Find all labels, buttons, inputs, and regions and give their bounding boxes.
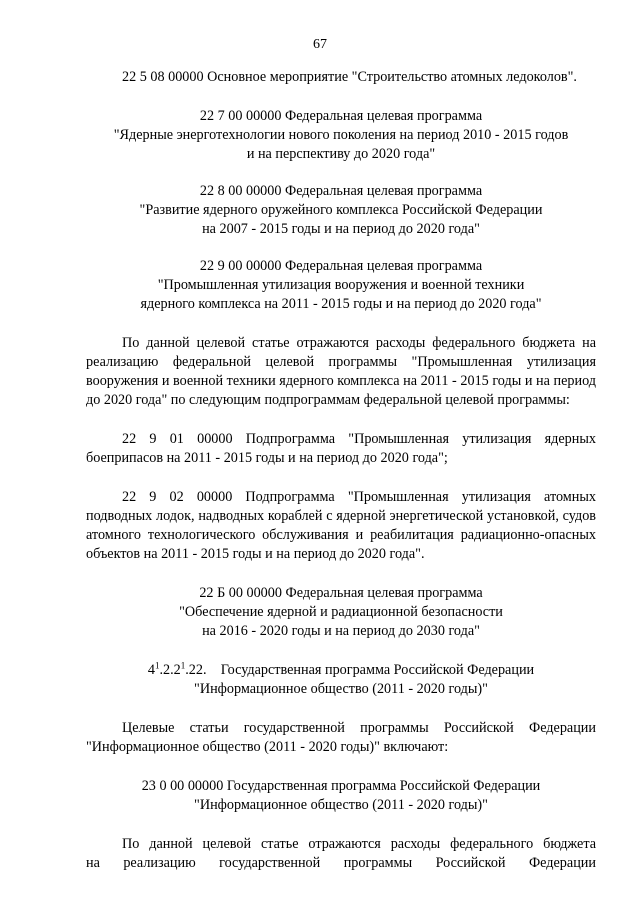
paragraph-line-justified (86, 854, 596, 873)
heading-line: "Обеспечение ядерной и радиационной безопасности (179, 604, 503, 620)
heading-line: 22 7 00 00000 Федеральная целевая программа (199, 108, 483, 124)
word: Российской (435, 855, 506, 871)
heading-line: ядерного комплекса на 2011 - 2015 годы и на период до 2020 года" (140, 296, 542, 312)
heading-fcp-nuclear-weapons-complex (86, 182, 596, 239)
heading-line: на 2007 - 2015 годы и на период до 2020 года" (202, 221, 480, 237)
section-heading-information-society (86, 661, 596, 699)
section-title: Государственная программа Российской Федерации (220, 662, 535, 678)
heading-fcp-industrial-utilization (86, 257, 596, 314)
word: реализацию (123, 855, 196, 871)
paragraph-line: По данной целевой статье отражаются расходы федерального бюджета (122, 836, 596, 852)
heading-fcp-nuclear-energy-tech (86, 107, 596, 164)
heading-line: 22 9 00 00000 Федеральная целевая программа (199, 258, 483, 274)
paragraph-subprogram-munitions: 22 9 01 00000 Подпрограмма "Промышленная утилизация ядерных боеприпасов на 2011 - 2015 годы и на период до 2020 года"; (86, 431, 596, 466)
heading-line: "Промышленная утилизация вооружения и военной техники (157, 277, 525, 293)
heading-line: на 2016 - 2020 годы и на период до 2030 года" (202, 623, 480, 639)
heading-line: 22 8 00 00000 Федеральная целевая программа (199, 183, 483, 199)
word: Федерации (528, 855, 596, 871)
heading-line: "Ядерные энерготехнологии нового поколения на период 2010 - 2015 годов (113, 127, 569, 143)
section-number: $4^1.2.2^1.22$. (147, 660, 207, 678)
word: государственной (219, 855, 321, 871)
heading-line: "Информационное общество (2011 - 2020 годы)" (194, 797, 488, 813)
paragraph-budget-expenses-gp (86, 835, 596, 873)
word: на (86, 855, 100, 871)
page-number: 67 (313, 37, 327, 52)
heading-line: и на перспективу до 2020 года" (246, 146, 436, 162)
paragraph-subprogram-submarines: 22 9 02 00000 Подпрограмма "Промышленная утилизация атомных подводных лодок, надводных кораблей с ядерной энергетической установкой, судов атомного технологического обслуживания и реабилитация радиационно-опасных объектов на 2011 - 2015 годы и на период до 2020 года". (86, 489, 596, 562)
word: программы (343, 855, 413, 871)
heading-gp-information-society (86, 777, 596, 815)
section-heading-line (86, 661, 596, 680)
heading-line: "Развитие ядерного оружейного комплекса Российской Федерации (139, 202, 543, 218)
document-body (86, 68, 596, 873)
section-heading-line: "Информационное общество (2011 - 2020 годы)" (194, 681, 488, 697)
heading-line: 22 Б 00 00000 Федеральная целевая программа (199, 585, 483, 601)
heading-line: 23 0 00 00000 Государственная программа Российской Федерации (141, 778, 541, 794)
paragraph-target-articles-intro: Целевые статьи государственной программы Российской Федерации "Информационное общество (2011 - 2020 годы)" включают: (86, 720, 596, 755)
heading-fcp-nuclear-radiation-safety (86, 584, 596, 641)
paragraph-budget-expenses-utilization: По данной целевой статье отражаются расходы федерального бюджета на реализацию федеральной целевой программы "Промышленная утилизация вооружения и военной техники ядерного комплекса на 2011 - 2015 годы и на период до 2020 года" по следующим подпрограммам федеральной целевой программы: (86, 335, 596, 408)
paragraph-main-activity-icebreakers: 22 5 08 00000 Основное мероприятие "Строительство атомных ледоколов". (122, 69, 577, 85)
